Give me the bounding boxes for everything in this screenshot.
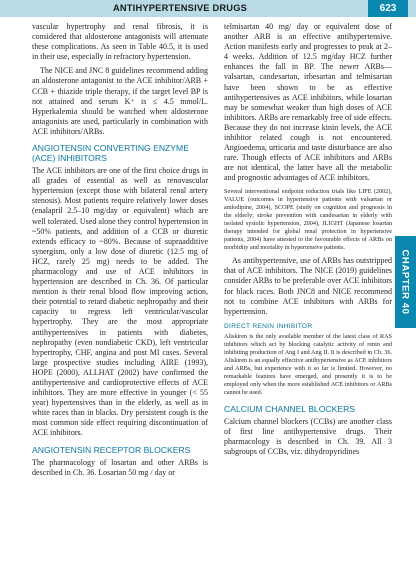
paragraph: Calcium channel blockers (CCBs) are another class of first line antihypertensive drugs. Their pharmacology is described in Ch. 39. All 3 subgroups of CCBs, viz. dihydropyridines [224, 416, 392, 456]
chapter-tab-label: CHAPTER 40 [399, 249, 411, 315]
right-column [224, 22, 392, 461]
running-title: ANTIHYPERTENSIVE DRUGS [112, 3, 248, 13]
section-heading-ccb: CALCIUM CHANNEL BLOCKERS [224, 403, 356, 414]
small-print-paragraph: Several interventional endpoint reduction trials like LIFE (2002), VALUE (outcomes in hypertensive patients with valsartan or amlodipine, 2004), SCOPE (study on cognition and prognosis in the elderly; stroke prevention with candesartan in elderly with isolated systolic hypertension, 2004), JLIGHT (Japanese losartan therapy intended for global renal protection in hypertensive patients, 2004) have attested to the favourable effects of ARBs on morbidity and mortality in hypertensive patients. [224, 187, 392, 252]
section-heading-ace-inhibitors: ANGIOTENSIN CONVERTING ENZYME (ACE) INHIBITORS [32, 143, 189, 164]
section-heading-direct-renin-inhibitor: DIRECT RENIN INHIBITOR [224, 322, 313, 330]
paragraph: The NICE and JNC 8 guidelines recommend adding an aldosterone antagonist to the ACE inhibitor/ARB + CCB + thiazide triple therapy, if the target level BP is not attained and serum K⁺ is ≤ 4.5 mmol/L. Hyperkalemia should be watched when aldosterone antagonists are used, particularly in combination with ACE inhibitors/ARBs. [32, 66, 208, 136]
page-number: 623 [368, 0, 408, 17]
left-column [32, 22, 208, 482]
section-heading-arbs: ANGIOTENSIN RECEPTOR BLOCKERS [32, 444, 191, 455]
paragraph: As antihypertensive, use of ARBs has outstripped that of ACE inhibitors. The NICE (2019) guidelines consider ARBs to be preferable over ACE inhibitors for black races. Both JNC8 and NICE recommend not to combine ACE inhibitors with ARBs for hypertension. [224, 256, 392, 316]
paragraph: telmisartan 40 mg/ day or equivalent dose of another ARB is an effective antihypertensive. Action manifests early and progresses to peak at 2–4 weeks. Addition of 12.5 mg/day HCZ further enhances the fall in BP. The newer ARBs—valsartan, candesartan, irbesartan and telmisartan have been shown to be as effective antihypertensives as ACE inhibitors, while losartan may be somewhat weaker than high doses of ACE inhibitors. ARBs are remarkably free of side effects. Because they do not increase kinin levels, the ACE inhibitor related cough is not encountered. Angioedema, urticaria and taste disturbance are also rare. Though effects of ACE inhibitors and ARBs are not identical, the latter have all the metabolic and prognostic advantages of ACE inhibitors. [224, 22, 392, 183]
small-print-paragraph: Aliskiren is the only available member of the latest class of RAS inhibitors which act by blocking catalytic activity of renin and inhibiting production of Ang I and Ang II. It is described in Ch. 36. Aliskiren is an equally effective antihypertensive as ACE inhibitors and ARBs, but experience with it so far is limited. However, no remarkable features have emerged, and presently it is to be employed only when the more established ACE inhibitors or ARBs cannot be used. [224, 332, 392, 397]
paragraph: vascular hypertrophy and renal fibrosis, it is considered that aldosterone antagonists will attenuate these complications. As seen in Table 40.5, it is used in their use, especially in refractory hypertension. [32, 22, 208, 62]
paragraph: The ACE inhibitors are one of the first choice drugs in all grades of essential as well as renovascular hypertension (except those with bilateral renal artery stenosis). Most patients require relatively lower doses (enalapril 2.5–10 mg/day or equivalent) which are well tolerated. Used alone they control hypertension in ~50% patients, and addition of a CCB or diuretic extends efficacy to ~80%. Because of supraadditive synergism, only a low dose of diuretic (12.5 mg of HCZ, rarely 25 mg) needs to be added. The pharmacology and use of ACE inhibitors in hypertension are described in Ch. 36. Of particular mention is their renal blood flow improving action, their potential to retard diabetic nephropathy and their capacity to regress left ventricular/vascular hypertrophy. They are the most appropriate antihypertensives in patients with diabetes, nephropathy (even nondiabetic CKD), left ventricular hypertrophy, CHF, angina and post MI cases. Several large prospective studies including AIRE (1993), HOPE (2000), ALLHAT (2002) have confirmed the antihypertensive and cardioprotective effects of ACE inhibitors. They are more effective in younger (< 55 year) hypertensives than in the elderly, as well as in white races than in blacks. Dry persistent cough is the most common side effect requiring discontinuation of ACE inhibitors. [32, 166, 208, 438]
paragraph: The pharmacology of losartan and other ARBs is described in Ch. 36. Losartan 50 mg / day or [32, 457, 208, 477]
